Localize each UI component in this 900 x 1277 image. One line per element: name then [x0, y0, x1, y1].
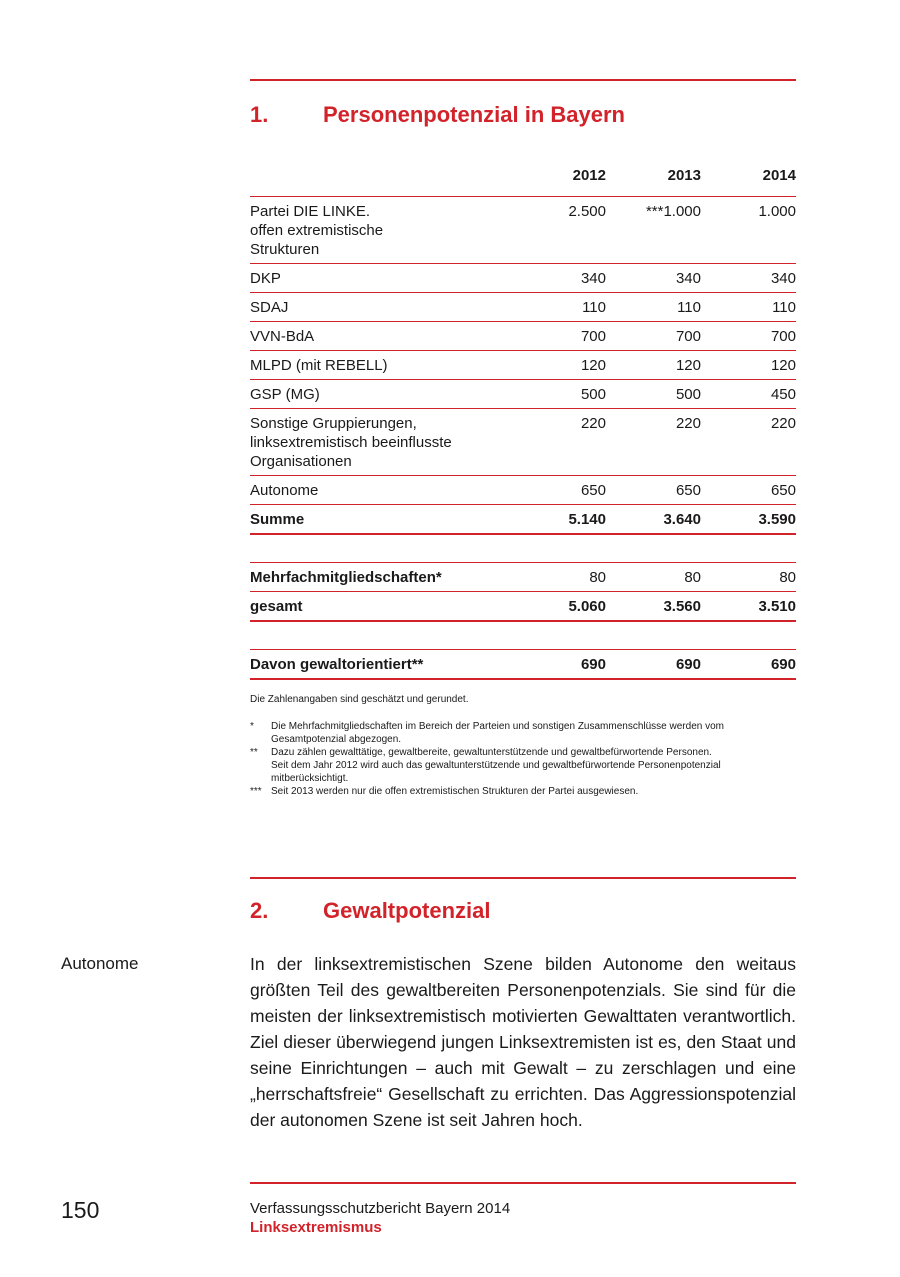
row-label: gesamt	[250, 592, 511, 622]
section-2-title: Gewaltpotenzial	[323, 898, 491, 923]
row-label-line: Partei DIE LINKE.	[250, 203, 371, 220]
row-label-line: Organisationen	[250, 453, 352, 470]
summe-row	[250, 505, 796, 535]
year-header: 2013	[667, 167, 701, 184]
footnote-mark: *	[250, 721, 254, 732]
year-header: 2012	[572, 167, 606, 184]
footnote-mark: **	[250, 747, 258, 758]
table-row	[250, 409, 796, 476]
footnote-text	[271, 746, 796, 785]
personenpotenzial-table	[250, 160, 796, 680]
value-cell: 650	[606, 476, 701, 505]
table-spacer	[250, 621, 796, 650]
value-cell: 120	[701, 351, 796, 380]
value-cell: 650	[511, 476, 606, 505]
body-paragraph: In der linksextremistischen Szene bilden Autonome den weitaus größten Teil des gewaltbereiten Personenpotenzials. Sie sind für die meisten der linksextremistisch motivierten Gewalttaten verantwortlich. Ziel dieser überwiegend jungen Linksextremisten ist es, den Staat und seine Einrichtungen – auch mit Gewalt – zu zerschlagen und eine „herrschaftsfreie“ Gesellschaft zu errichten. Das Aggressionspotenzial der autonomen Szene ist seit Jahren hoch.	[250, 954, 796, 1130]
table-row	[250, 293, 796, 322]
table-row	[250, 380, 796, 409]
value-cell: 220	[701, 409, 796, 476]
value-cell: 1.000	[701, 197, 796, 264]
row-label-line: linksextremistisch beeinflusste	[250, 434, 452, 451]
row-label-line: Strukturen	[250, 241, 320, 258]
header-label-cell	[250, 160, 511, 197]
footnote	[250, 785, 796, 798]
table-row	[250, 197, 796, 264]
report-title: Verfassungsschutzbericht Bayern 2014	[250, 1200, 511, 1217]
value-cell: 220	[511, 409, 606, 476]
value-cell: 700	[511, 322, 606, 351]
year-header: 2014	[762, 167, 796, 184]
value-cell: 3.640	[606, 505, 701, 535]
row-label: Autonome	[250, 476, 511, 505]
value-cell: 80	[511, 563, 606, 592]
table-row	[250, 264, 796, 293]
footer	[250, 1199, 510, 1237]
section-1-number: 1.	[250, 102, 269, 127]
footnote-line: Seit 2013 werden nur die offen extremistischen Strukturen der Partei ausgewiesen.	[271, 786, 639, 797]
row-label-line: offen extremistische	[250, 222, 384, 239]
section-2-heading	[250, 898, 490, 924]
row-label: VVN-BdA	[250, 322, 511, 351]
section-1-heading	[250, 102, 625, 128]
section-2-divider	[250, 877, 796, 879]
value-cell: 690	[701, 650, 796, 680]
gewalt-row	[250, 650, 796, 680]
value-cell: 650	[701, 476, 796, 505]
footnote	[250, 720, 796, 746]
row-label: MLPD (mit REBELL)	[250, 351, 511, 380]
page-number: 150	[61, 1197, 100, 1223]
table-row	[250, 322, 796, 351]
value-cell: 690	[511, 650, 606, 680]
value-cell: 5.140	[511, 505, 606, 535]
value-cell: 5.060	[511, 592, 606, 622]
row-label: DKP	[250, 264, 511, 293]
section-2-number: 2.	[250, 898, 269, 923]
gesamt-row	[250, 592, 796, 622]
footnote-mark: ***	[250, 786, 262, 797]
footnote-line: Die Mehrfachmitgliedschaften im Bereich der Parteien und sonstigen Zusammenschlüsse werden vom	[271, 721, 724, 732]
chapter-title: Linksextremismus	[250, 1219, 382, 1236]
row-label	[250, 197, 511, 264]
margin-label: Autonome	[61, 954, 139, 973]
value-cell: ***1.000	[606, 197, 701, 264]
row-label-line: Sonstige Gruppierungen,	[250, 415, 417, 432]
mehrfach-row	[250, 563, 796, 592]
footnote-line: Seit dem Jahr 2012 wird auch das gewaltunterstützende und gewaltbefürwortende Personenpotenzial	[271, 760, 721, 771]
section-1-title: Personenpotenzial in Bayern	[323, 102, 625, 127]
table-row	[250, 476, 796, 505]
value-cell: 3.590	[701, 505, 796, 535]
footnote	[250, 746, 796, 785]
value-cell: 340	[606, 264, 701, 293]
row-label: Mehrfachmitgliedschaften*	[250, 563, 511, 592]
value-cell: 700	[701, 322, 796, 351]
row-label: SDAJ	[250, 293, 511, 322]
value-cell: 450	[701, 380, 796, 409]
table-spacer	[250, 534, 796, 563]
value-cell: 500	[606, 380, 701, 409]
value-cell: 110	[511, 293, 606, 322]
footnote-text	[271, 720, 796, 746]
value-cell: 690	[606, 650, 701, 680]
value-cell: 120	[606, 351, 701, 380]
footer-divider	[250, 1182, 796, 1184]
row-label: GSP (MG)	[250, 380, 511, 409]
value-cell: 220	[606, 409, 701, 476]
notes-intro: Die Zahlenangaben sind geschätzt und gerundet.	[250, 694, 469, 705]
row-label	[250, 409, 511, 476]
footnote-line: Gesamtpotenzial abgezogen.	[271, 734, 402, 745]
value-cell: 110	[701, 293, 796, 322]
value-cell: 700	[606, 322, 701, 351]
table-row	[250, 351, 796, 380]
row-label: Summe	[250, 505, 511, 535]
footnote-line: Dazu zählen gewalttätige, gewaltbereite, gewaltunterstützende und gewaltbefürwortende Personen.	[271, 747, 712, 758]
footnote-line: mitberücksichtigt.	[271, 773, 349, 784]
value-cell: 80	[701, 563, 796, 592]
value-cell: 340	[701, 264, 796, 293]
value-cell: 110	[606, 293, 701, 322]
value-cell: 340	[511, 264, 606, 293]
value-cell: 120	[511, 351, 606, 380]
value-cell: 500	[511, 380, 606, 409]
row-label: Davon gewaltorientiert**	[250, 650, 511, 680]
table-header-row	[250, 160, 796, 197]
footnote-text	[271, 785, 796, 798]
value-cell: 2.500	[511, 197, 606, 264]
value-cell: 3.560	[606, 592, 701, 622]
value-cell: 3.510	[701, 592, 796, 622]
table-notes	[250, 693, 796, 798]
top-divider	[250, 79, 796, 81]
value-cell: 80	[606, 563, 701, 592]
